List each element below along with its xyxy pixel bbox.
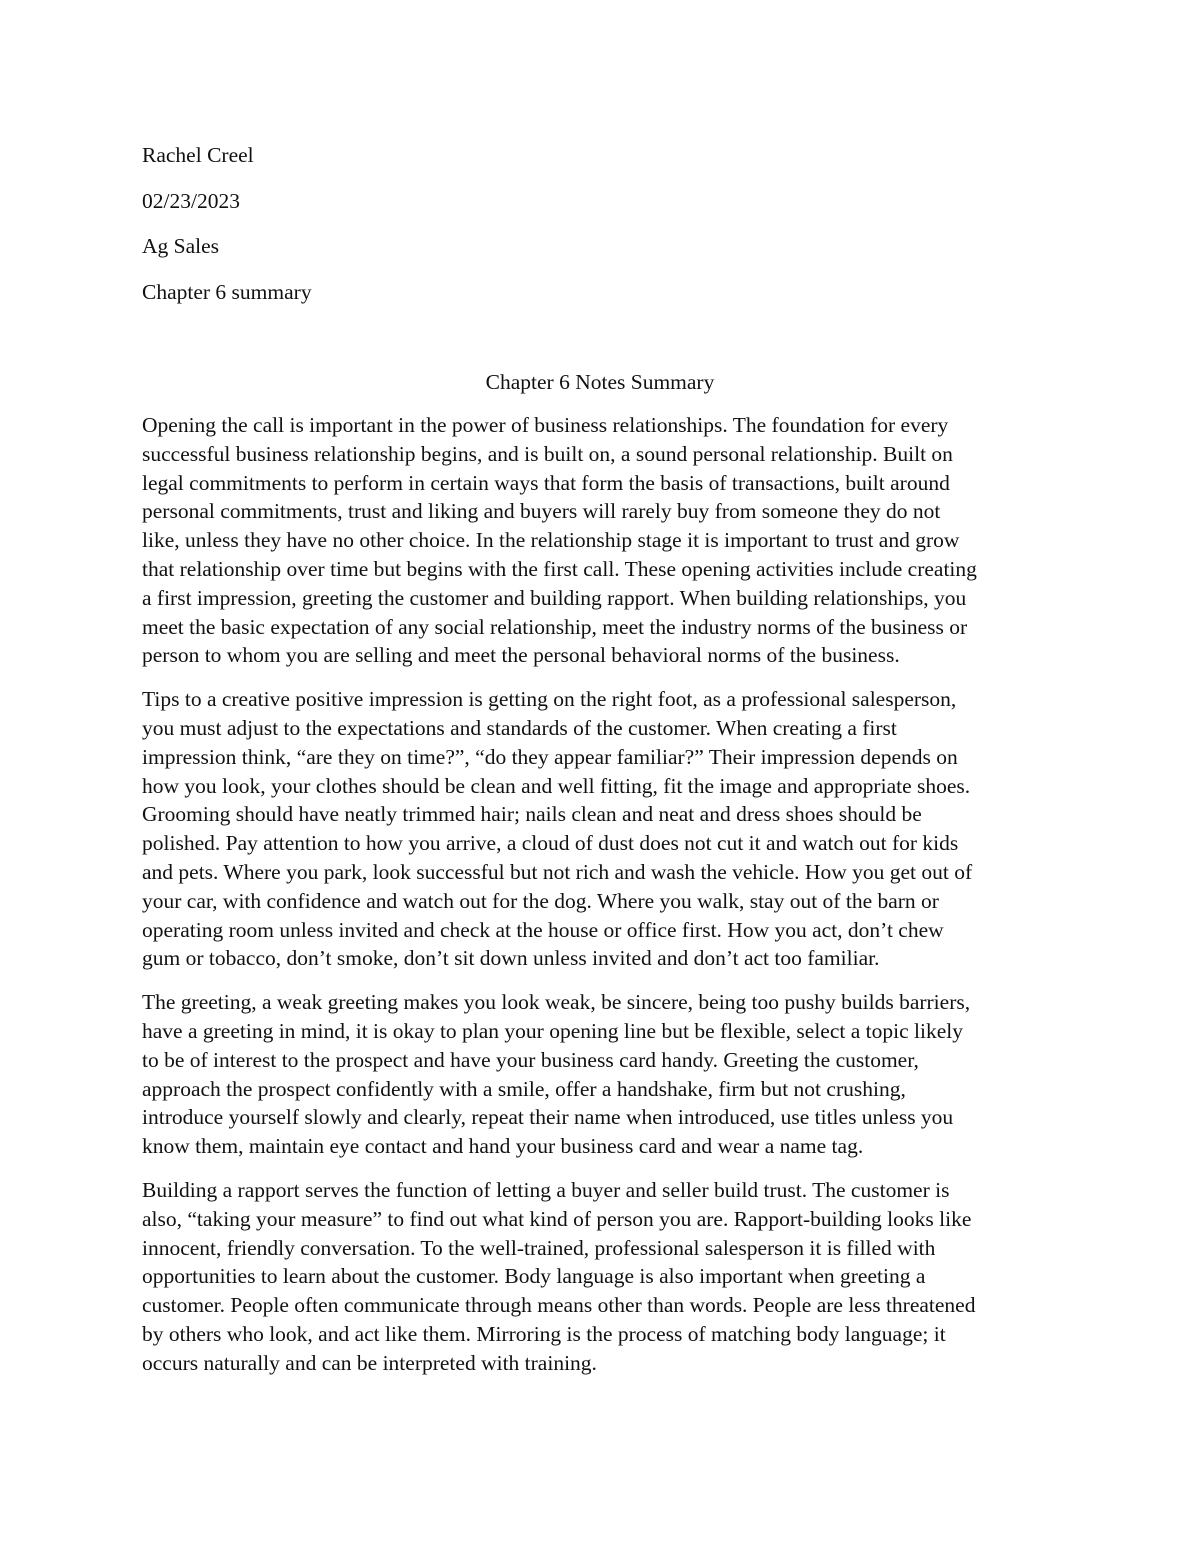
document-header — [142, 140, 642, 322]
course-name: Ag Sales — [142, 234, 220, 258]
paragraph-greeting: The greeting, a weak greeting makes you look weak, be sincere, being too pushy builds barriers, have a greeting in mind, it is okay to plan your opening line but be flexible, select a topic likely to be of interest to the prospect and have your business card handy. Greeting the customer, approach the prospect confidently with a smile, offer a handshake, firm but not crushing, introduce yourself slowly and clearly, repeat their name when introduced, use titles unless you know them, maintain eye contact and hand your business card and wear a name tag. — [142, 990, 971, 1159]
assignment-name: Chapter 6 summary — [142, 279, 312, 304]
document-title: Chapter 6 Notes Summary — [485, 370, 715, 394]
document-date: 02/23/2023 — [142, 188, 240, 213]
paragraph-opening-the-call: Opening the call is important in the power of business relationships. The foundation for every successful business relationship begins, and is built on, a sound personal relationship. Built on legal commitments to perform in certain ways that form the basis of transactions, built around personal commitments, trust and liking and buyers will rarely buy from someone they do not like, unless they have no other choice. In the relationship stage it is important to trust and grow that relationship over time but begins with the first call. These opening activities include creating a first impression, greeting the customer and building rapport. When building relationships, you meet the basic expectation of any social relationship, meet the industry norms of the business or person to whom you are selling and meet the personal behavioral norms of the business. — [142, 413, 977, 668]
paragraph-rapport: Building a rapport serves the function of letting a buyer and seller build trust. The customer is also, “taking your measure” to find out what kind of person you are. Rapport-building looks like innocent, friendly conversation. To the well-trained, professional salesperson it is filled with opportunities to learn about the customer. Body language is also important when greeting a customer. People often communicate through means other than words. People are less threatened by others who look, and act like them. Mirroring is the process of matching body language; it occurs naturally and can be interpreted with training. — [142, 1177, 976, 1375]
document-body — [142, 411, 1060, 1393]
paragraph-first-impression: Tips to a creative positive impression is getting on the right foot, as a professional salesperson, you must adjust to the expectations and standards of the customer. When creating a first impression think, “are they on time?”, “do they appear familiar?” Their impression depends on how you look, your clothes should be clean and well fitting, fit the image and appropriate shoes. Grooming should have neatly trimmed hair; nails clean and neat and dress shoes should be polished. Pay attention to how you arrive, a cloud of dust does not cut it and watch out for kids and pets. Where you park, look successful but not rich and wash the vehicle. How you get out of your car, with confidence and watch out for the dog. Where you walk, stay out of the barn or operating room unless invited and check at the house or office first. How you act, don’t chew gum or tobacco, don’t smoke, don’t sit down unless invited and don’t act too familiar. — [142, 687, 973, 971]
author-name: Rachel Creel — [142, 143, 254, 167]
